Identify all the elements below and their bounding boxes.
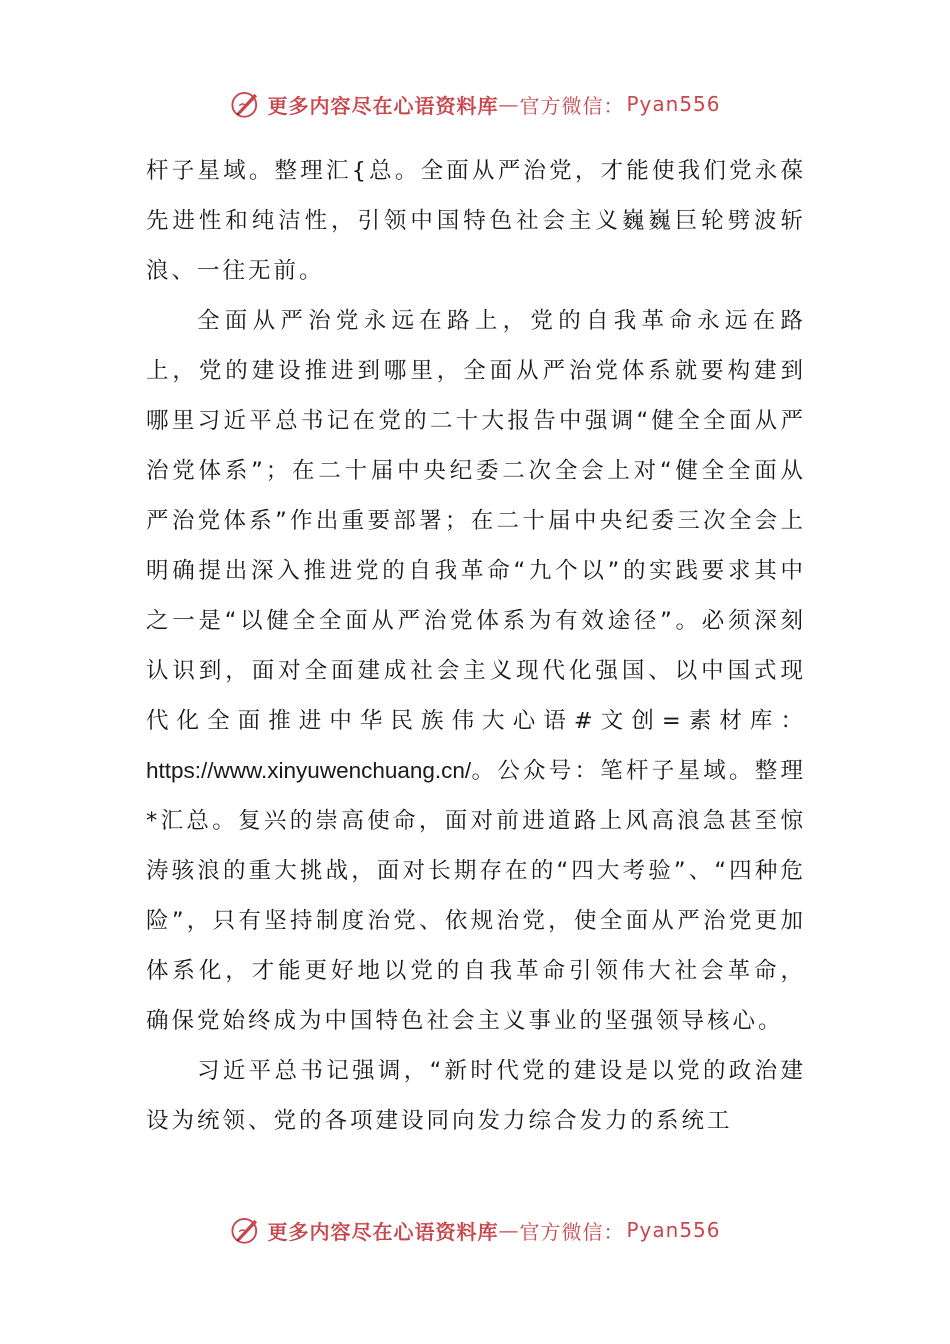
website-url: https://www.xinyuwenchuang.cn/ bbox=[146, 758, 472, 783]
header-dash: — bbox=[498, 92, 520, 116]
footer-brand-text: 更多内容尽在心语资料库 bbox=[267, 1219, 499, 1244]
document-body bbox=[146, 146, 806, 1146]
footer-official-label: 官方微信： bbox=[519, 1219, 625, 1244]
pen-logo-icon bbox=[229, 1213, 263, 1247]
paragraph-2-part-b: 。公众号：笔杆子星域。整理*汇总。复兴的崇高使命，面对前进道路上风高浪急甚至惊涛骇浪的重大挑战，面对长期存在的“四大考验”、“四种危险”，只有坚持制度治党、依规治党，使全面从严治党更加体系化，才能更好地以党的自我革命引领伟大社会革命，确保党始终成为中国特色社会主义事业的坚强领导核心。 bbox=[146, 758, 806, 1034]
header-wechat-id: Pyan556 bbox=[626, 92, 721, 116]
header-banner bbox=[0, 84, 950, 124]
header-official-label: 官方微信： bbox=[519, 93, 625, 118]
paragraph-2-part-a: 全面从严治党永远在路上，党的自我革命永远在路上，党的建设推进到哪里，全面从严治党体系就要构建到哪里习近平总书记在党的二十大报告中强调“健全全面从严治党体系”；在二十届中央纪委二次全会上对“健全全面从严治党体系”作出重要部署；在二十届中央纪委三次全会上明确提出深入推进党的自我革命“九个以”的实践要求其中之一是“以健全全面从严治党体系为有效途径”。必须深刻认识到，面对全面建成社会主义现代化强国、以中国式现代化全面推进中华民族伟大心语#文创=素材库： bbox=[146, 308, 806, 734]
paragraph-2 bbox=[146, 296, 806, 1046]
footer-wechat-id: Pyan556 bbox=[626, 1218, 721, 1242]
paragraph-3: 习近平总书记强调，“新时代党的建设是以党的政治建设为统领、党的各项建设同向发力综合发力的系统工 bbox=[146, 1058, 806, 1134]
footer-banner bbox=[0, 1210, 950, 1250]
paragraph-1: 杆子星域。整理汇{总。全面从严治党，才能使我们党永葆先进性和纯洁性，引领中国特色社会主义巍巍巨轮劈波斩浪、一往无前。 bbox=[146, 158, 806, 284]
pen-logo-icon bbox=[229, 87, 263, 121]
header-brand-text: 更多内容尽在心语资料库 bbox=[267, 93, 499, 118]
footer-dash: — bbox=[498, 1218, 520, 1242]
